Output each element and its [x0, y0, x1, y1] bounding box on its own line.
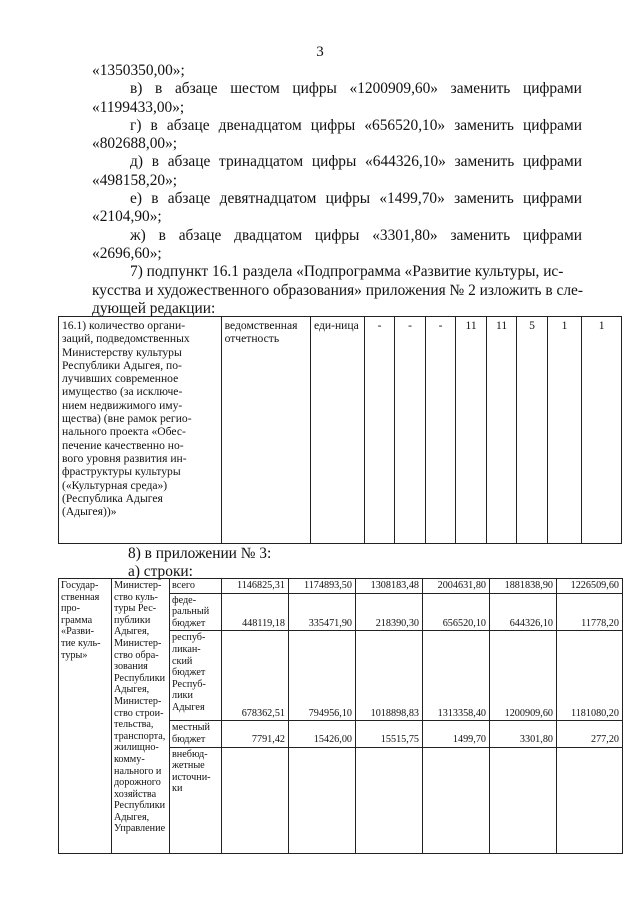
para-e	[92, 190, 582, 208]
funding-source: внебюд- жетные источни- ки	[170, 747, 222, 853]
word: цифрами	[523, 190, 582, 208]
funding-value: 15426,00	[289, 721, 356, 747]
executors: Министер- ство куль- туры Рес- публики Адыгея, Министер- ство обра- зования Республики Адыгея, Министер- ство строи- тельства, транспорта, жилищно- комму- нального и дорожного хозяйства Республики Адыгея, Управление	[112, 579, 170, 854]
section-8-heading: 8) в приложении № 3:	[128, 545, 272, 562]
funding-value: 644326,10	[490, 593, 557, 631]
word: заменить	[454, 153, 515, 171]
funding-source: феде- ральный бюджет	[170, 593, 222, 631]
para-v	[92, 80, 582, 98]
funding-value: 1174893,50	[289, 579, 356, 594]
funding-value: 1308183,48	[356, 579, 423, 594]
desc-line: фраструктуры культуры	[62, 465, 181, 479]
funding-value: 794956,10	[289, 631, 356, 721]
word: цифры	[311, 153, 357, 171]
desc-line: Министерству культуры	[62, 345, 182, 359]
desc-line: вого уровня развития ин-	[62, 451, 187, 465]
program-name: Государ- ственная про- грамма «Разви- тие куль- туры»	[59, 579, 112, 854]
funding-value: 15515,75	[356, 721, 423, 747]
desc-line: Республики Адыгея, по-	[62, 358, 182, 372]
word: цифрами	[522, 226, 582, 244]
para-7-line2: кусства и художественного образования» приложения № 2 изложить в сле-	[92, 281, 583, 299]
funding-value: 1226509,60	[557, 579, 623, 594]
funding-value: 656520,10	[423, 593, 490, 631]
word: шестом	[230, 80, 280, 98]
para-d	[92, 153, 582, 171]
word: двенадцатом	[218, 116, 302, 134]
funding-value: 3301,80	[490, 721, 557, 747]
indicator-value: 1	[547, 317, 582, 544]
word: цифры	[325, 190, 371, 208]
word: е)	[130, 190, 142, 208]
desc-line: (Республика Адыгея	[62, 491, 163, 505]
funding-value: 2004631,80	[423, 579, 490, 594]
word: «656520,10»	[364, 116, 446, 134]
funding-value	[490, 747, 557, 853]
word: в	[151, 190, 159, 208]
word: двадцатом	[234, 226, 303, 244]
word: заменить	[450, 80, 511, 98]
desc-line: нием недвижимого иму-	[62, 398, 183, 412]
indicator-value: -	[425, 317, 455, 544]
word: в	[158, 226, 166, 244]
funding-value: 277,20	[557, 721, 623, 747]
desc-line: печение качественно но-	[62, 438, 184, 452]
indicator-table	[58, 316, 622, 544]
funding-value: 448119,18	[222, 593, 289, 631]
desc-line: нального проекта «Обес-	[62, 425, 186, 439]
funding-value: 1181080,20	[557, 631, 623, 721]
desc-line: имущество (за исключе-	[62, 385, 183, 399]
word: абзаце	[166, 116, 210, 134]
word: «1499,70»	[379, 190, 445, 208]
para-7-line1: 7) подпункт 16.1 раздела «Подпрограмма «Развитие культуры, ис-	[130, 263, 564, 281]
para-d-cont: «498158,20»;	[92, 171, 178, 189]
word: абзаце	[178, 226, 222, 244]
word: цифры	[310, 116, 356, 134]
word: д)	[130, 153, 143, 171]
funding-value: 11778,20	[557, 593, 623, 631]
word: цифрами	[522, 80, 582, 98]
funding-value: 1146825,31	[222, 579, 289, 594]
para-g	[92, 117, 582, 135]
desc-line: («Культурная среда»)	[62, 478, 168, 492]
funding-value	[557, 747, 623, 853]
word: абзаце	[167, 153, 211, 171]
desc-line: (Адыгея))»	[62, 505, 117, 519]
word: г)	[130, 116, 142, 134]
para-7-line3: дующей редакции:	[92, 299, 216, 317]
word: девятнадцатом	[219, 190, 317, 208]
funding-value	[222, 747, 289, 853]
word: цифры	[314, 226, 360, 244]
word: абзаце	[167, 190, 211, 208]
funding-source: местный бюджет	[170, 721, 222, 747]
word: заменить	[454, 190, 514, 208]
amendment-text	[92, 62, 582, 318]
word: в)	[130, 80, 143, 98]
indicator-value: 11	[456, 317, 486, 544]
funding-table	[58, 578, 623, 854]
para-e-cont: «2104,90»;	[92, 208, 162, 226]
funding-value: 1313358,40	[423, 631, 490, 721]
para-zh-cont: «2696,60»;	[92, 244, 162, 262]
funding-value	[356, 747, 423, 853]
indicator-value: -	[364, 317, 394, 544]
indicator-value: 1	[582, 317, 622, 544]
word: в	[150, 116, 158, 134]
desc-line: заций, подведомственных	[62, 332, 190, 346]
funding-value	[423, 747, 490, 853]
funding-source: респуб- ликан- ский бюджет Респуб- лики Адыгея	[170, 631, 222, 721]
word: заменить	[450, 226, 511, 244]
funding-value: 7791,42	[222, 721, 289, 747]
funding-value: 1018898,83	[356, 631, 423, 721]
indicator-value: 5	[517, 317, 547, 544]
word: цифрами	[523, 153, 582, 171]
funding-value	[289, 747, 356, 853]
desc-line: 16.1) количество органи-	[62, 319, 186, 332]
indicator-value: 11	[486, 317, 516, 544]
word: абзаце	[174, 80, 218, 98]
funding-value: 1499,70	[423, 721, 490, 747]
word: в	[155, 80, 163, 98]
word: «644326,10»	[365, 153, 446, 171]
funding-source: всего	[170, 579, 222, 594]
word: тринадцатом	[219, 153, 304, 171]
word: «3301,80»	[372, 226, 438, 244]
word: цифрами	[523, 116, 582, 134]
indicator-unit: еди-ница	[311, 317, 365, 544]
funding-value: 1881838,90	[490, 579, 557, 594]
section-8a-heading: а) строки:	[128, 563, 193, 580]
funding-value: 678362,51	[222, 631, 289, 721]
word: заменить	[454, 116, 514, 134]
para-v-cont: «1199433,00»;	[92, 98, 185, 116]
para-zh	[92, 227, 582, 245]
word: ж)	[130, 226, 146, 244]
funding-value: 218390,30	[356, 593, 423, 631]
desc-line: щества) (вне рамок регио-	[62, 412, 192, 426]
funding-value: 1200909,60	[490, 631, 557, 721]
indicator-value: -	[395, 317, 425, 544]
indicator-source: ведомственная отчетность	[221, 317, 310, 544]
funding-value: 335471,90	[289, 593, 356, 631]
text-line-1: «1350350,00»;	[92, 62, 185, 79]
desc-line: лучивших современное	[62, 372, 179, 386]
word: цифры	[292, 80, 337, 98]
indicator-description	[59, 317, 222, 544]
word: в	[151, 153, 159, 171]
page-number: 3	[316, 44, 324, 60]
para-g-cont: «802688,00»;	[92, 135, 178, 153]
word: «1200909,60»	[349, 80, 438, 98]
